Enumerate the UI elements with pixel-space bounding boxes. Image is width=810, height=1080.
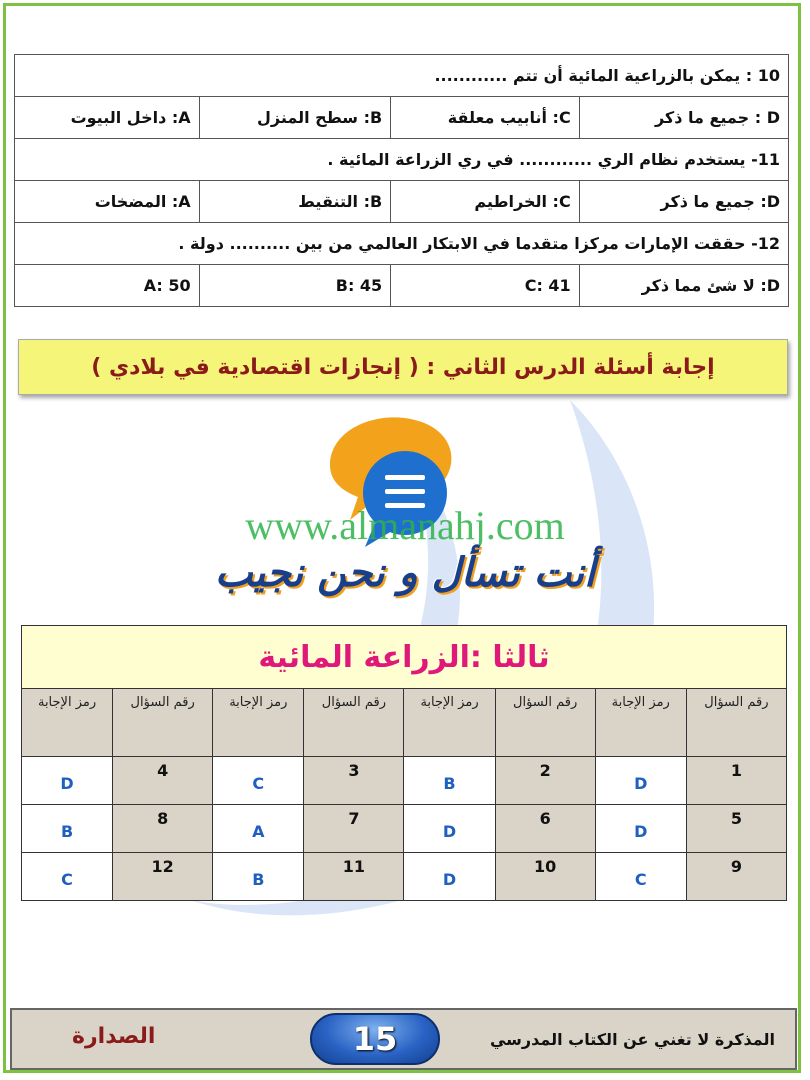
answer-code: D (404, 853, 495, 901)
answer-code: B (213, 853, 304, 901)
question-number: 3 (304, 757, 404, 805)
page-number-badge (310, 1013, 440, 1065)
header-answer-code: رمز الإجابة (22, 689, 113, 757)
question-11: 11- يستخدم نظام الري ............ في ري الزراعة المائية . (15, 139, 789, 181)
answer-code: D (595, 805, 686, 853)
banner-text: إجابة أسئلة الدرس الثاني : ( إنجازات اقتصادية في بلادي ) (91, 354, 715, 380)
footer-brand: الصدارة (72, 1024, 156, 1049)
question-number: 1 (686, 757, 786, 805)
header-question-number: رقم السؤال (495, 689, 595, 757)
header-question-number: رقم السؤال (304, 689, 404, 757)
option-c: C: 41 (391, 265, 580, 307)
option-d: D: جميع ما ذكر (579, 181, 788, 223)
option-c: C: الخراطيم (391, 181, 580, 223)
answer-code: C (213, 757, 304, 805)
question-10: 10 : يمكن بالزراعية المائية أن تتم ............ (15, 55, 789, 97)
table-row (22, 757, 787, 805)
table-row (22, 853, 787, 901)
page-footer (10, 1008, 797, 1070)
website-watermark: www.almanahj.com (245, 503, 565, 548)
question-number: 12 (113, 853, 213, 901)
header-question-number: رقم السؤال (113, 689, 213, 757)
question-number: 9 (686, 853, 786, 901)
question-number: 5 (686, 805, 786, 853)
answer-code: D (404, 805, 495, 853)
answer-code: D (595, 757, 686, 805)
answers-table (21, 625, 787, 901)
question-12: 12- حققت الإمارات مركزا متقدما في الابتكار العالمي من بين .......... دولة . (15, 223, 789, 265)
answer-code: C (22, 853, 113, 901)
header-question-number: رقم السؤال (686, 689, 786, 757)
option-b: B: 45 (199, 265, 391, 307)
question-number: 8 (113, 805, 213, 853)
answers-title: ثالثا :الزراعة المائية (22, 626, 787, 689)
header-answer-code: رمز الإجابة (213, 689, 304, 757)
logo-slogan: أنت تسأل و نحن نجيب (214, 550, 596, 596)
header-answer-code: رمز الإجابة (404, 689, 495, 757)
option-b: B: التنقيط (199, 181, 391, 223)
option-a: A: 50 (15, 265, 200, 307)
answer-code: D (22, 757, 113, 805)
question-number: 11 (304, 853, 404, 901)
question-number: 2 (495, 757, 595, 805)
question-number: 6 (495, 805, 595, 853)
question-number: 7 (304, 805, 404, 853)
option-c: C: أنابيب معلقة (391, 97, 580, 139)
questions-table (14, 54, 789, 307)
question-number: 10 (495, 853, 595, 901)
header-answer-code: رمز الإجابة (595, 689, 686, 757)
answer-code: C (595, 853, 686, 901)
answer-code: A (213, 805, 304, 853)
option-a: A: المضخات (15, 181, 200, 223)
answer-code: B (404, 757, 495, 805)
section-banner (18, 339, 788, 395)
option-d: D: لا شئ مما ذكر (579, 265, 788, 307)
question-number: 4 (113, 757, 213, 805)
option-b: B: سطح المنزل (199, 97, 391, 139)
option-a: A: داخل البيوت (15, 97, 200, 139)
footer-note: المذكرة لا تغني عن الكتاب المدرسي (489, 1030, 775, 1049)
page-number: 15 (352, 1020, 398, 1058)
answer-code: B (22, 805, 113, 853)
option-d: D : جميع ما ذكر (579, 97, 788, 139)
table-row (22, 805, 787, 853)
